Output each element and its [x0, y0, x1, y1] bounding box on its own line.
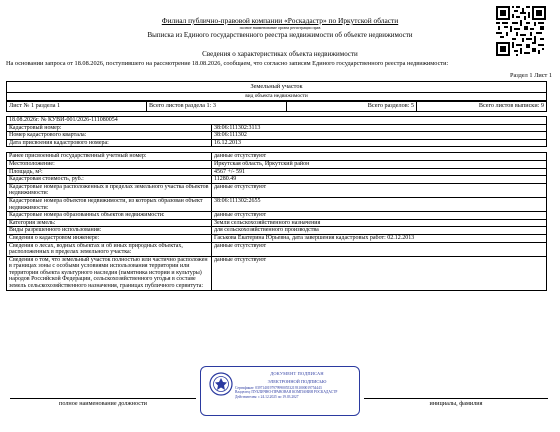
row-label: Местоположение: [7, 160, 212, 168]
stamp-certificate: Сертификат: 0397140197979990055321931000019754443 [235, 386, 322, 390]
table-row [7, 219, 547, 227]
row-label: Дата присвоения кадастрового номера: [7, 139, 212, 147]
info-title: Сведения о характеристиках объекта недвижимости [202, 50, 358, 58]
object-type: Земельный участок [7, 82, 547, 93]
table-row [7, 176, 547, 184]
stamp-owner: Владелец: ПУБЛИЧНО-ПРАВОВАЯ КОМПАНИЯ РОСКАДАСТР [235, 390, 338, 395]
row-label: Сведения о том, что земельный участок полностью или частично расположен в границах зоны с особыми условиями использования территории или территории объекта культурного наследия (памятника истории и культуры) народов Российской Федерации, сельскохозяйственного угодья в составе земель сельскохозяйственного назначения, границах публичного сервитута: [7, 256, 212, 290]
total-sheets-extract: Всего листов выписки: 9 [417, 102, 547, 112]
org-subtitle: полное наименование органа регистрации прав [239, 25, 321, 30]
electronic-signature-stamp [200, 366, 360, 416]
stamp-validity: Действителен: с 24.12.2025 по 19.03.2027 [235, 394, 299, 399]
table-row [7, 124, 547, 132]
qr-code-icon [496, 6, 546, 56]
org-title: Филиал публично-правовой компании «Роскадастр» по Иркутской области [161, 16, 399, 25]
total-sections: Всего разделов: 5 [287, 102, 417, 112]
row-label: Площадь, м²: [7, 168, 212, 176]
table-row [7, 132, 547, 140]
row-label: Виды разрешенного использования: [7, 227, 212, 235]
position-signature-line [10, 398, 196, 399]
row-value: для сельскохозяйственного производства [212, 227, 547, 235]
row-value: 16.12.2013 [212, 139, 547, 147]
object-details-table [6, 116, 547, 291]
extract-number: 18.08.2026г. № КУВИ-001/2026-111080054 [7, 117, 547, 125]
table-row [7, 160, 547, 168]
total-sheets-section: Всего листов раздела 1: 3 [147, 102, 287, 112]
table-row [7, 183, 547, 197]
table-row [7, 139, 547, 147]
row-value: Гаськова Екатерина Юрьевна, дата завершения кадастровых работ: 02.12.2013 [212, 234, 547, 242]
object-type-caption: вид объекта недвижимости [7, 93, 547, 101]
table-row [7, 256, 547, 290]
row-label: Кадастровые номера образованных объектов недвижимости: [7, 212, 212, 220]
table-row [7, 234, 547, 242]
row-label: Кадастровые номера объектов недвижимости, из которых образован объект недвижимости: [7, 197, 212, 211]
row-label: Кадастровая стоимость, руб.: [7, 176, 212, 184]
sheet-info-table [6, 101, 547, 112]
row-value: данные отсутствуют [212, 256, 547, 290]
name-signature-line [364, 398, 548, 399]
table-row [7, 227, 547, 235]
table-row [7, 153, 547, 161]
row-value: 38:06:111302:3113 [212, 124, 547, 132]
seal-logo-icon [209, 372, 233, 396]
extract-title: Выписка из Единого государственного реестра недвижимости об объекте недвижимости [147, 31, 413, 39]
stamp-details [235, 386, 359, 399]
row-label: Категория земель: [7, 219, 212, 227]
row-value: данные отсутствуют [212, 183, 547, 197]
stamp-esign-line: ЭЛЕКТРОННОЙ ПОДПИСЬЮ [267, 379, 327, 384]
table-row [7, 168, 547, 176]
table-row [7, 212, 547, 220]
row-value: данные отсутствуют [212, 242, 547, 256]
row-label: Ранее присвоенный государственный учетный номер: [7, 153, 212, 161]
row-label: Кадастровый номер: [7, 124, 212, 132]
stamp-signed-line: ДОКУМЕНТ ПОДПИСАН [270, 371, 324, 376]
row-value: Земли сельскохозяйственного назначения [212, 219, 547, 227]
table-row [7, 197, 547, 211]
row-label: Сведения о лесах, водных объектах и об иных природных объектах, расположенных в пределах земельного участка: [7, 242, 212, 256]
section-sheet-label: Раздел 1 Лист 1 [509, 72, 552, 79]
row-value: данные отсутствуют [212, 212, 547, 220]
name-caption: инициалы, фамилия [429, 400, 483, 407]
position-caption: полное наименование должности [59, 400, 147, 407]
row-label: Номер кадастрового квартала: [7, 132, 212, 140]
row-value: 38:06:111302 [212, 132, 547, 140]
sheet-number: Лист № 1 раздела 1 [7, 102, 147, 112]
row-value: Иркутская область, Иркутский район [212, 160, 547, 168]
row-value: 11280.49 [212, 176, 547, 184]
row-label: Кадастровые номера расположенных в пределах земельного участка объектов недвижимости: [7, 183, 212, 197]
request-line: На основании запроса от 18.08.2026, поступившего на рассмотрение 18.08.2026, сообщаем, что согласно записям Единого государственного реестра недвижимости: [6, 60, 449, 67]
row-value: 38:06:111302:2655 [212, 197, 547, 211]
row-label: Сведения о кадастровом инженере: [7, 234, 212, 242]
object-type-table [6, 81, 547, 101]
row-value: данные отсутствуют [212, 153, 547, 161]
table-row [7, 242, 547, 256]
row-value: 4567 +/- 591 [212, 168, 547, 176]
